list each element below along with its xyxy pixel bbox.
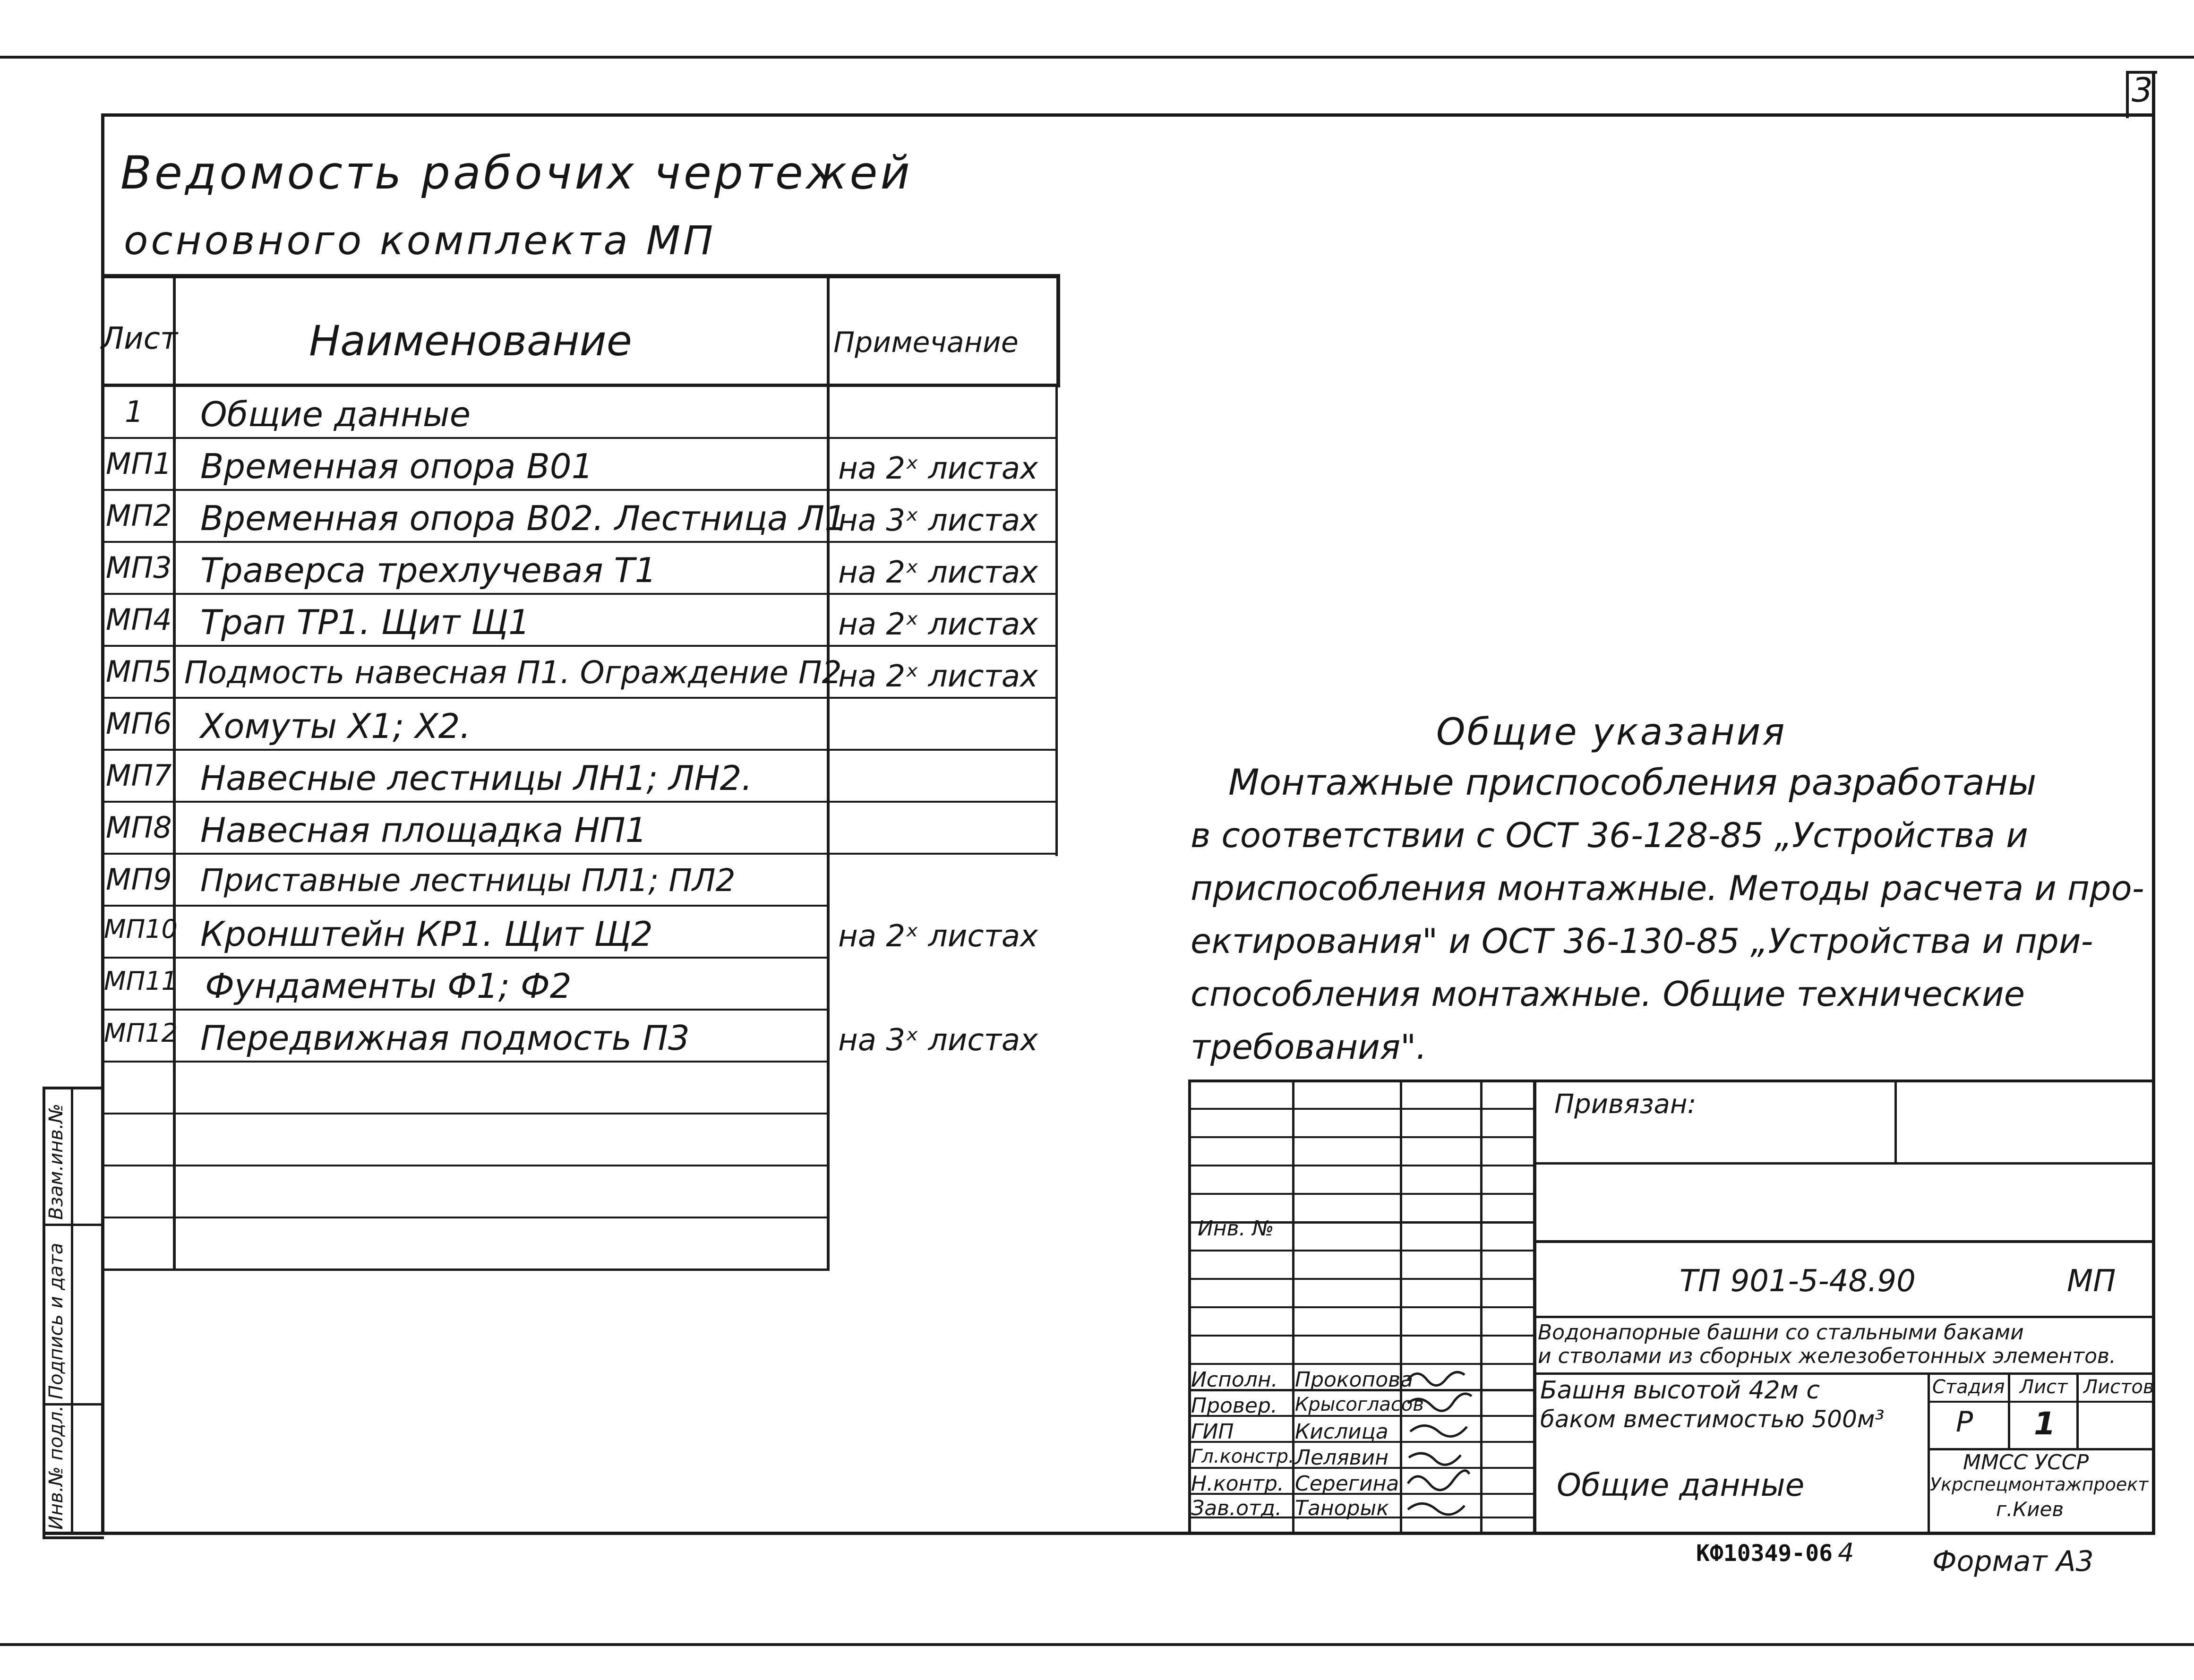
row-name: Приставные лестницы ПЛ1; ПЛ2 [200,862,736,899]
role-name: Серегина [1295,1472,1399,1496]
row-sheet: 1 [125,394,144,429]
row-name: Временная опора В01 [200,446,593,486]
row-note: на 3ˣ листах [838,503,1038,538]
stamp-row [1188,1363,1533,1365]
stamp-col-main [1533,1080,1536,1534]
row-name: Передвижная подмость П3 [200,1018,690,1058]
drawing-list-table [101,274,1060,1271]
stamp-top [1188,1080,2154,1082]
row-sheet: МП3 [106,550,172,585]
row-line [101,801,1058,803]
role-label: Провер. [1191,1394,1277,1418]
row-sheet: МП5 [106,654,172,689]
row-line [101,1061,829,1063]
row-line [101,1269,829,1271]
notes-line: в соответствии с ОСТ 36-128-85 „Устройства и [1191,815,2028,855]
sheet-value: 1 [2034,1406,2056,1442]
stage-label: Стадия [1932,1376,2005,1398]
row-line [101,905,829,907]
stamp-row [1188,1193,1533,1195]
stamp-row [1188,1136,1533,1138]
row-name: Подмость навесная П1. Ограждение П2 [184,654,842,691]
row-line [101,541,1058,543]
row-line [101,1113,829,1114]
row-line [101,645,1058,647]
row-sheet: МП4 [106,602,172,637]
row-line [101,1217,829,1218]
role-label: Зав.отд. [1191,1496,1282,1520]
stamp-row-right [1533,1316,2154,1318]
row-note: на 2ˣ листах [838,659,1038,694]
stamp-col-right [1928,1372,1930,1534]
doc-suffix: МП [2067,1264,2116,1299]
header-sheet: Лист [101,321,178,356]
stamp-row [1188,1335,1533,1337]
role-name: Кислица [1295,1420,1388,1444]
general-notes-body [1191,756,2145,1073]
inv-label: Инв. № [1198,1217,1274,1241]
row-name: Общие данные [200,394,471,434]
row-note: на 2ˣ листах [838,555,1038,590]
side-label-replace: Взам.инв.№ [45,1103,67,1220]
footer-copy: 4 [1838,1538,1854,1568]
signatures [1403,1365,1479,1531]
top-edge-line [0,56,2194,59]
row-name: Временная опора В02. Лестница Л1 [200,498,846,538]
org-line-3: г.Киев [1996,1498,2064,1521]
stamp-row-right [1928,1401,2154,1403]
role-label: Н.контр. [1191,1472,1284,1496]
side-label-signature: Подпись и дата [45,1243,67,1399]
row-note: на 3ˣ листах [838,1023,1038,1058]
bottom-edge-line [0,1643,2194,1646]
row-sheet: МП12 [104,1018,178,1048]
table-right [1056,274,1060,387]
notes-line: способления монтажные. Общие технические [1191,974,2025,1014]
row-name: Трап ТР1. Щит Щ1 [200,602,530,642]
stage-value: Р [1956,1406,1973,1439]
row-line [101,489,1058,491]
stamp-row [1188,1306,1533,1308]
table-top [101,274,1060,278]
row-line [101,749,1058,751]
role-name: Лелявин [1295,1446,1389,1470]
row-line [101,1165,829,1166]
role-label: ГИП [1191,1420,1234,1444]
heading-line-1: Ведомость рабочих чертежей [120,146,913,199]
stamp-row [1188,1278,1533,1280]
footer-code: КФ10349-06 [1696,1540,1833,1567]
title-block [1188,1080,2155,1534]
row-name: Кронштейн КР1. Щит Щ2 [200,914,653,954]
side-margin-sep-1 [43,1224,101,1226]
org-line-1: ММСС УССР [1963,1450,2089,1474]
row-name: Фундаменты Ф1; Ф2 [205,966,572,1006]
stamp-row-right [1533,1240,2154,1243]
row-sheet: МП10 [104,914,178,944]
project-title-1: Водонапорные башни со стальными баками [1538,1320,2024,1345]
table-col-1 [173,274,176,1271]
row-line [101,593,1058,595]
side-margin-divider [71,1087,73,1534]
notes-line: ектирования" и ОСТ 36-130-85 „Устройства и при- [1191,921,2093,961]
role-name: Прокопова [1295,1368,1414,1392]
role-name: Танорык [1295,1496,1389,1520]
row-line [101,853,1058,855]
tower-line-1: Башня высотой 42м с [1540,1376,1820,1405]
notes-line: требования". [1191,1027,1427,1067]
notes-line: Монтажные приспособления разработаны [1228,761,2037,803]
row-sheet: МП6 [106,706,172,741]
row-note: на 2ˣ листах [838,919,1038,954]
stamp-col-right [2076,1372,2079,1448]
row-line [101,1009,829,1011]
table-col-2 [827,274,830,1271]
table-right-body [1055,384,1058,856]
stamp-link-divider [1894,1080,1897,1165]
notes-line: приспособления монтажные. Методы расчета и про- [1191,868,2144,908]
row-line [101,437,1058,439]
heading-line-2: основного комплекта МП [124,217,716,264]
stamp-row [1188,1165,1533,1166]
row-sheet: МП7 [106,758,172,793]
header-name: Наименование [309,317,632,365]
project-title-2: и стволами из сборных железобетонных элементов. [1538,1344,2116,1368]
sheet-title: Общие данные [1557,1467,1805,1503]
table-header-bottom [101,384,1060,387]
stamp-row [1188,1108,1533,1110]
stamp-row-right [1533,1372,2154,1375]
side-label-inv: Инв.№ подл. [45,1405,67,1530]
row-sheet: МП2 [106,498,172,533]
row-note: на 2ˣ листах [838,607,1038,642]
stamp-row [1188,1250,1533,1251]
sheets-label: Листов [2083,1376,2154,1398]
row-sheet: МП11 [104,966,178,996]
row-sheet: МП8 [106,810,172,845]
row-sheet: МП9 [106,862,172,897]
stamp-col-right [2008,1372,2010,1448]
row-name: Траверса трехлучевая Т1 [200,550,657,590]
role-label: Гл.констр. [1191,1446,1294,1467]
role-name: Крысогласов [1295,1394,1424,1415]
doc-code: ТП 901-5-48.90 [1680,1264,1916,1299]
row-sheet: МП1 [106,446,172,481]
row-note: на 2ˣ листах [838,451,1038,486]
row-name: Навесные лестницы ЛН1; ЛН2. [200,758,753,798]
role-label: Исполн. [1191,1368,1278,1392]
stamp-row-right [1533,1162,2154,1165]
sheet-label: Лист [2020,1376,2068,1398]
row-line [101,957,829,959]
tower-line-2: баком вместимостью 500м³ [1540,1406,1885,1433]
footer-format: Формат А3 [1932,1545,2094,1578]
header-note: Примечание [833,326,1019,359]
row-name: Хомуты Х1; Х2. [200,706,471,746]
row-line [101,697,1058,699]
row-name: Навесная площадка НП1 [200,810,647,850]
org-line-2: Укрспецмонтажпроект [1930,1474,2149,1495]
general-notes-title: Общие указания [1436,711,1787,754]
frame-top [101,113,2155,117]
page-number: 3 [2132,71,2153,110]
linked-label: Привязан: [1554,1089,1697,1120]
